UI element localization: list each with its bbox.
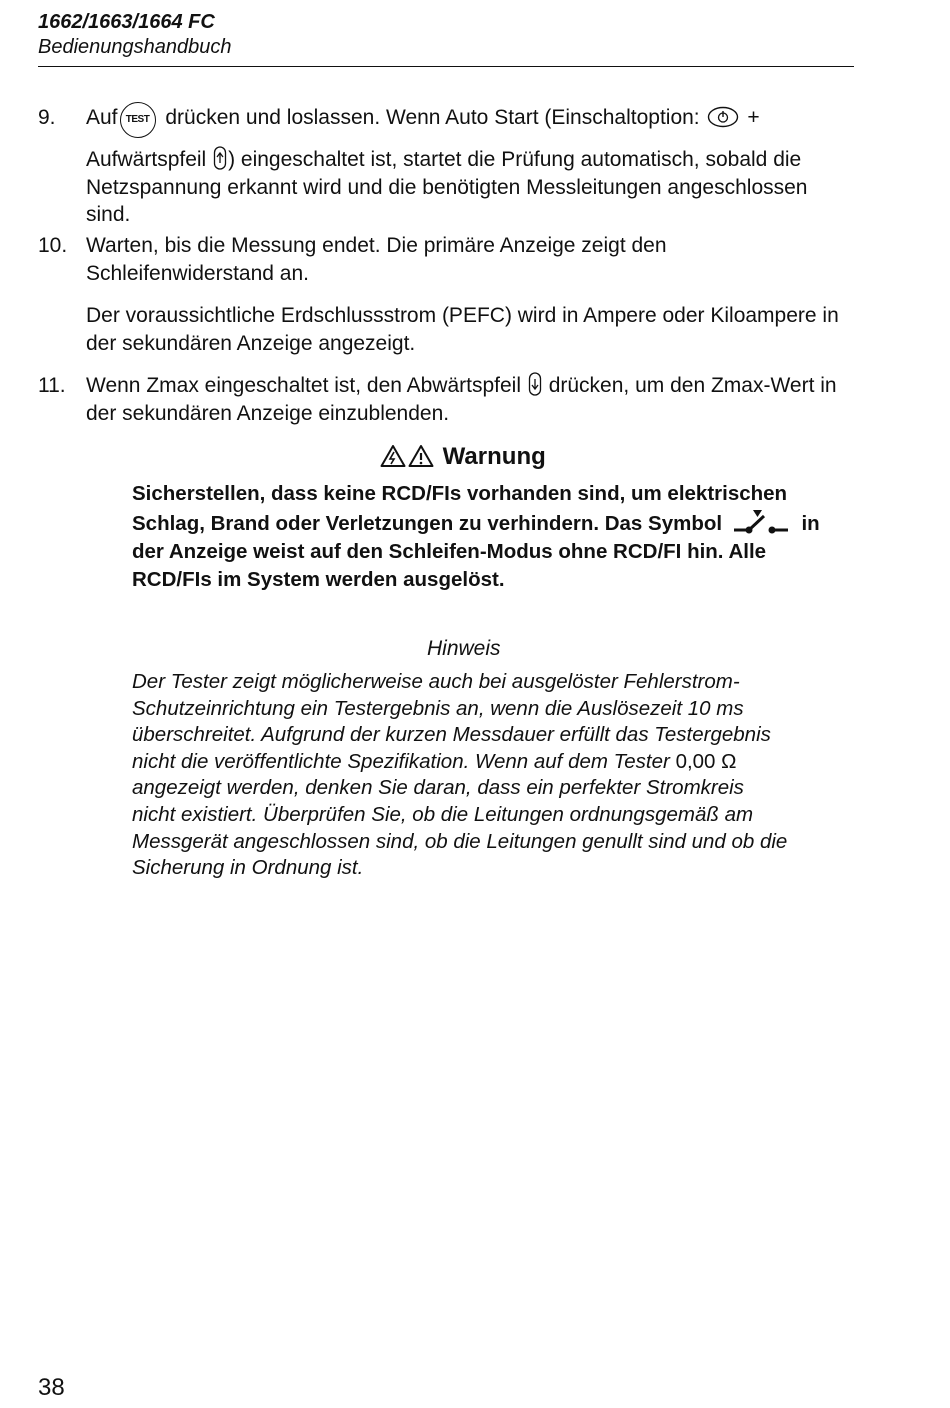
step-number: 10. <box>38 234 68 257</box>
step-9 <box>38 104 838 229</box>
page-header <box>38 10 854 60</box>
step-text: Wenn Zmax eingeschaltet ist, den Abwärtspfeil <box>86 374 522 397</box>
step-text: drücken und loslassen. Wenn Auto Start (Einschaltoption: <box>165 106 700 129</box>
page-number: 38 <box>38 1374 65 1401</box>
warning-text-part: in der Anzeige weist auf den Schleifen-Modus ohne RCD/FI hin. Alle RCD/FIs im System werden ausgelöst. <box>132 512 820 591</box>
up-arrow-key-icon <box>213 146 227 170</box>
step-text: Auf <box>86 106 118 129</box>
step-text: + Aufwärtspfeil <box>86 106 760 171</box>
step-number: 11. <box>38 374 66 397</box>
step-body <box>86 104 838 229</box>
note-text-part: angezeigt werden, denken Sie daran, dass ein perfekter Stromkreis nicht existiert. Überprüfen Sie, ob die Leitungen ordnungsgemäß am Messgerät angeschlossen sind, ob die Leitungen genullt sind und ob die Sicherung in Ordnung ist. <box>132 776 788 880</box>
down-arrow-key-icon <box>528 372 542 396</box>
step-text: Warten, bis die Messung endet. Die primäre Anzeige zeigt den Schleifenwiderstand an. <box>86 234 667 285</box>
note-text-part: Der Tester zeigt möglicherweise auch bei ausgelöster Fehlerstrom-Schutzeinrichtung ein Testergebnis an, wenn die Auslösezeit 10 ms überschreitet. Aufgrund der kurzen Messdauer erfüllt das Testergebnis nicht die veröffentlichte Spezifikation. Wenn auf dem Tester <box>132 670 771 773</box>
note-text <box>132 669 792 882</box>
manual-title: Bedienungshandbuch <box>38 36 232 58</box>
step-text: drücken, um den Zmax-Wert in der sekundären Anzeige einzublenden. <box>86 374 837 425</box>
step-number: 9. <box>38 106 56 129</box>
power-button-icon <box>707 106 739 128</box>
note-heading: Hinweis <box>427 637 501 660</box>
header-rule <box>38 66 854 67</box>
model-title: 1662/1663/1664 FC <box>38 11 215 33</box>
loop-no-trip-symbol-icon <box>734 508 790 536</box>
warning-text <box>132 480 822 594</box>
step-text: ) eingeschaltet ist, startet die Prüfung automatisch, sobald die Netzspannung erkannt wird und die benötigten Messleitungen angeschlossen sind. <box>86 148 808 226</box>
electric-shock-warning-icon <box>380 444 406 468</box>
step-10-detail: Der voraussichtliche Erdschlussstrom (PEFC) wird in Ampere oder Kiloampere in der sekundären Anzeige angezeigt. <box>86 304 839 355</box>
step-body <box>86 372 838 427</box>
warning-text-part: Sicherstellen, dass keine RCD/FIs vorhanden sind, um elektrischen Schlag, Brand oder Verletzungen zu verhindern. Das Symbol <box>132 482 788 535</box>
warning-title: Warnung <box>442 443 546 470</box>
warning-heading <box>380 442 546 472</box>
step-11 <box>38 372 838 427</box>
step-10 <box>38 232 838 287</box>
resistance-value: 0,00 Ω <box>675 749 737 773</box>
test-button-icon: TEST <box>120 102 156 138</box>
warning-triangle-icon <box>408 444 434 468</box>
